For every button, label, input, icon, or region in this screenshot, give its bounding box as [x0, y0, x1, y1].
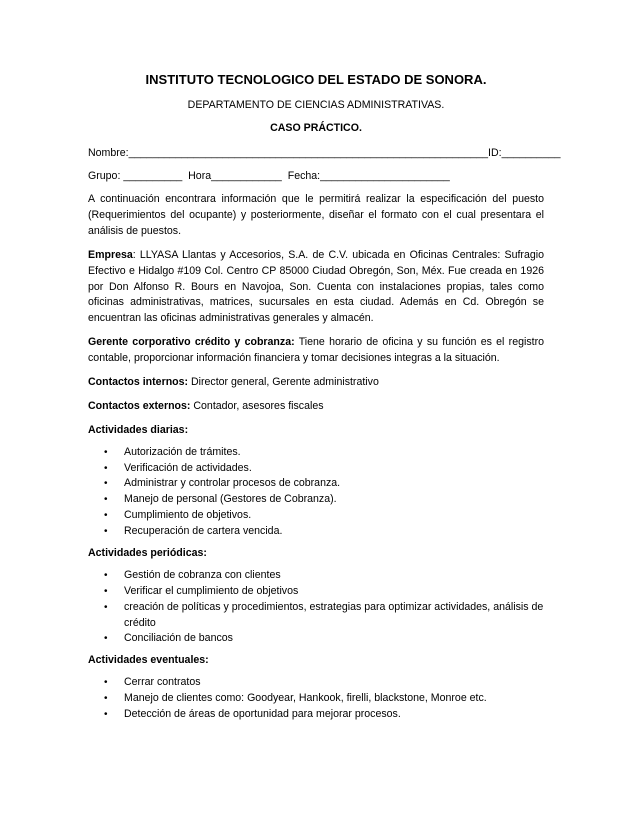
bullet-icon: •	[104, 569, 108, 581]
hora-blank: ____________	[211, 170, 282, 183]
bullet-icon: •	[104, 601, 108, 613]
list-item: • Cerrar contratos	[104, 676, 201, 689]
hora-label: Hora	[188, 170, 212, 183]
list-item: • Manejo de clientes como: Goodyear, Hankook, firelli, blackstone, Monroe etc.	[104, 692, 487, 705]
actividades-eventuales-list	[88, 675, 544, 723]
list-item: • Autorización de trámites.	[104, 445, 241, 458]
department-subtitle: DEPARTAMENTO DE CIENCIAS ADMINISTRATIVAS.	[187, 98, 445, 111]
actividades-eventuales-heading: Actividades eventuales:	[88, 654, 209, 667]
list-item: • Verificar el cumplimiento de objetivos	[104, 584, 299, 597]
bullet-icon: •	[104, 478, 108, 490]
contactos-internos-label: Contactos internos:	[88, 375, 189, 388]
bullet-icon: •	[104, 446, 108, 458]
list-item: • creación de políticas y procedimientos, estrategias para optimizar actividades, análisis de crédito	[104, 600, 544, 629]
actividades-diarias-heading: Actividades diarias:	[88, 423, 189, 436]
bullet-icon: •	[104, 462, 108, 474]
gerente-text: Tiene horario de oficina y su función es el registro contable, proporcionar información financiera y tomar decisiones integras a la situación.	[88, 336, 544, 365]
bullet-icon: •	[104, 510, 108, 522]
bullet-icon: •	[104, 526, 108, 538]
actividades-periodicas-list	[88, 568, 544, 647]
fecha-label: Fecha:	[287, 170, 321, 183]
gerente-paragraph	[88, 335, 544, 367]
list-item: • Verificación de actividades.	[104, 461, 252, 474]
list-item: • Cumplimiento de objetivos.	[104, 509, 252, 522]
empresa-text: : LLYASA Llantas y Accesorios, S.A. de C.V. ubicada en Oficinas Centrales: Sufragio Efectivo e Hidalgo #109 Col. Centro CP 85000 Ciudad Obregón, Son, Méx. Fue creada en 1926 por Don Alfonso R. Bours en Navojoa, Son. Cuenta con instalaciones propias, tales como oficinas administrativas, matrices, sucursales en esta ciudad. Además en Cd. Obregón se encuentran las oficinas administrativas generales y almacén.	[88, 248, 544, 325]
list-item: • Gestión de cobranza con clientes	[104, 568, 281, 581]
bullet-icon: •	[104, 709, 108, 720]
case-heading: CASO PRÁCTICO.	[270, 122, 362, 135]
bullet-icon: •	[104, 494, 108, 506]
list-item: • Administrar y controlar procesos de cobranza.	[104, 477, 341, 490]
contactos-internos-text: Director general, Gerente administrativo	[188, 375, 379, 388]
actividades-periodicas-heading: Actividades periódicas:	[88, 546, 207, 559]
contactos-externos-text: Contador, asesores fiscales	[190, 399, 324, 412]
list-item: • Recuperación de cartera vencida.	[104, 525, 283, 538]
contactos-internos-paragraph	[88, 375, 544, 391]
empresa-label: Empresa	[88, 248, 133, 261]
list-item: • Detección de áreas de oportunidad para mejorar procesos.	[104, 708, 401, 720]
nombre-label: Nombre:	[88, 147, 129, 160]
id-label: ID:	[488, 147, 502, 160]
id-blank: __________	[501, 147, 561, 160]
intro-paragraph: A continuación encontrara información que le permitirá realizar la especificación del puesto (Requerimientos del ocupante) y posteriormente, diseñar el formato con el cual presentara el análisis de puestos.	[88, 193, 544, 237]
grupo-label: Grupo:	[88, 170, 121, 183]
fecha-blank: ______________________	[320, 170, 450, 183]
bullet-icon: •	[104, 677, 108, 689]
empresa-paragraph	[88, 248, 544, 327]
grupo-blank: __________	[123, 170, 183, 183]
actividades-diarias-list	[88, 445, 544, 540]
institute-title: INSTITUTO TECNOLOGICO DEL ESTADO DE SONORA.	[145, 72, 487, 87]
gerente-label: Gerente corporativo crédito y cobranza:	[88, 336, 295, 349]
bullet-icon: •	[104, 585, 108, 597]
nombre-blank: _____________________________________________________________	[128, 147, 489, 160]
list-item: • Manejo de personal (Gestores de Cobranza).	[104, 493, 337, 506]
contactos-externos-label: Contactos externos:	[88, 399, 191, 412]
bullet-icon: •	[104, 633, 108, 645]
contactos-externos-paragraph	[88, 399, 544, 415]
nombre-id-line	[88, 146, 561, 162]
grupo-hora-fecha-line	[88, 169, 544, 185]
list-item: • Conciliación de bancos	[104, 632, 233, 645]
bullet-icon: •	[104, 693, 108, 705]
